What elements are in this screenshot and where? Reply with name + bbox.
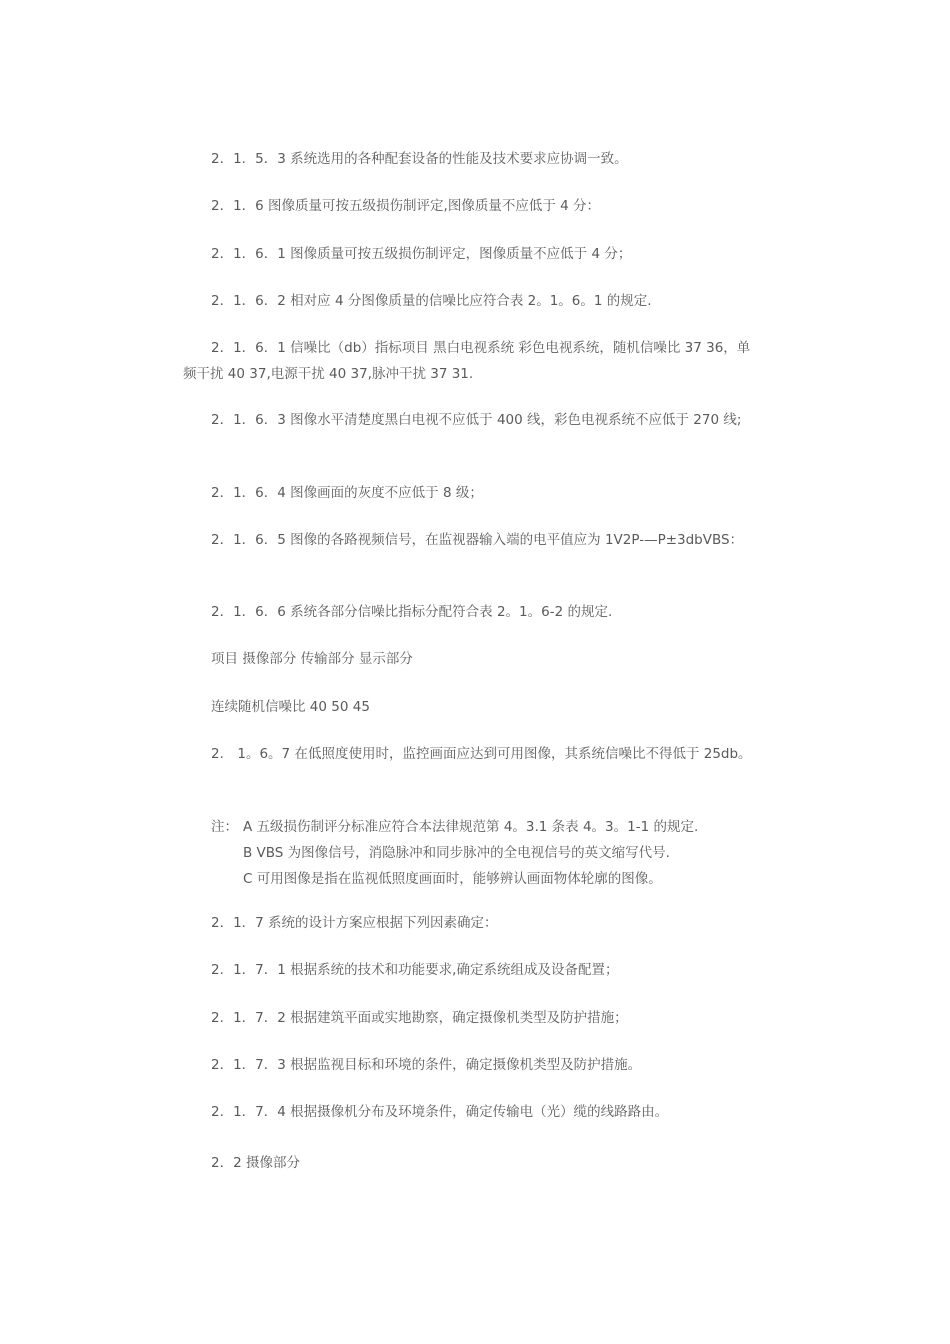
note-label: 注：	[211, 819, 238, 835]
paragraph: 2．1．7．4 根据摄像机分布及环境条件，确定传输电（光）缆的线路路由。	[211, 1104, 669, 1120]
paragraph: 2．1．6．2 相对应 4 分图像质量的信噪比应符合表 2。1。6。1 的规定.	[211, 293, 652, 309]
paragraph: 2．1．7．3 根据监视目标和环境的条件，确定摄像机类型及防护措施。	[211, 1057, 642, 1073]
note-line: C 可用图像是指在监视低照度画面时，能够辨认画面物体轮廓的图像。	[243, 871, 662, 887]
paragraph: 2．1．7．2 根据建筑平面或实地勘察，确定摄像机类型及防护措施；	[211, 1010, 628, 1026]
table-row-line: 连续随机信噪比 40 50 45	[211, 699, 370, 715]
note-block	[211, 814, 771, 892]
note-line: A 五级损伤制评分标准应符合本法律规范第 4。3.1 条表 4。3。1-1 的规定.	[243, 819, 699, 835]
paragraph: 2．1．7 系统的设计方案应根据下列因素确定：	[211, 915, 498, 931]
table-header-line: 项目 摄像部分 传输部分 显示部分	[211, 651, 413, 667]
paragraph: 2．1．6．4 图像画面的灰度不应低于 8 级；	[211, 485, 483, 501]
paragraph: 2． 1。6。7 在低照度使用时，监控画面应达到可用图像，其系统信噪比不得低于 25db。	[211, 746, 752, 762]
paragraph: 2．1．6．1 图像质量可按五级损伤制评定，图像质量不应低于 4 分；	[211, 246, 632, 262]
paragraph: 2．1．6．6 系统各部分信噪比指标分配符合表 2。1。6-2 的规定.	[211, 604, 613, 620]
paragraph: 2．1．6．1 信噪比（db）指标项目 黑白电视系统 彩色电视系统，随机信噪比 37 36，单频干扰 40 37,电源干扰 40 37,脉冲干扰 37 31.	[183, 340, 751, 382]
paragraph: 2．1．6．3 图像水平清楚度黑白电视不应低于 400 线，彩色电视系统不应低于 270 线;	[211, 412, 742, 428]
paragraph: 2．1．7．1 根据系统的技术和功能要求,确定系统组成及设备配置；	[211, 962, 619, 978]
paragraph: 2．1．6 图像质量可按五级损伤制评定,图像质量不应低于 4 分：	[211, 198, 601, 214]
paragraph: 2．1．6．5 图像的各路视频信号，在监视器输入端的电平值应为 1V2P-—P±3dbVBS：	[211, 532, 744, 548]
section-heading: 2．2 摄像部分	[211, 1155, 300, 1171]
note-line: B VBS 为图像信号，消隐脉冲和同步脉冲的全电视信号的英文缩写代号.	[243, 845, 670, 861]
paragraph: 2．1．5．3 系统选用的各种配套设备的性能及技术要求应协调一致。	[211, 151, 628, 167]
